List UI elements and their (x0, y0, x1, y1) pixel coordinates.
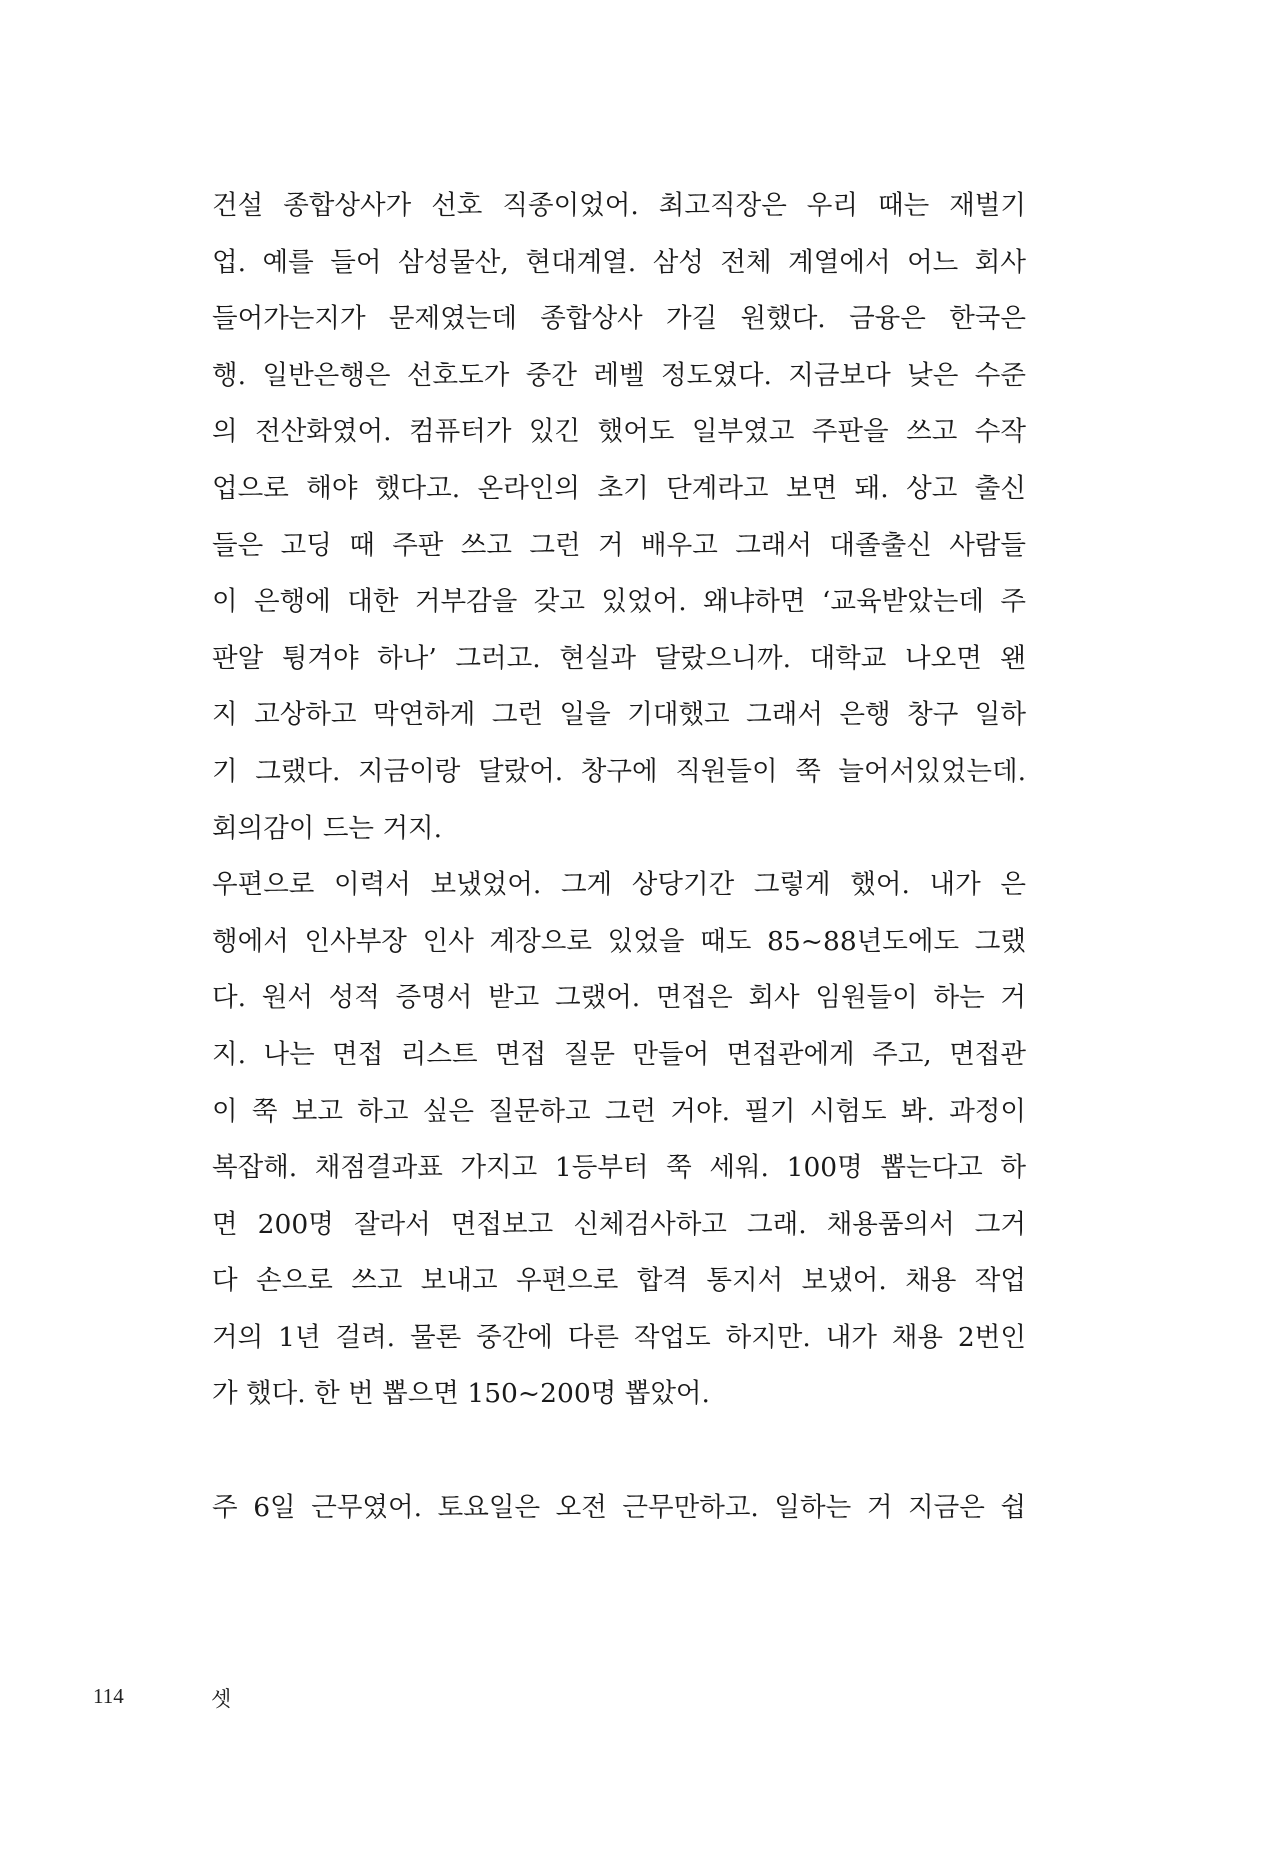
paragraph-2 (212, 861, 1026, 1427)
text-line: 복잡해. 채점결과표 가지고 1등부터 쭉 세워. 100명 뽑는다고 하 (212, 1152, 1026, 1184)
text-line: 업으로 해야 했다고. 온라인의 초기 단계라고 보면 돼. 상고 출신 (212, 472, 1026, 504)
paragraph-3 (212, 1484, 1026, 1541)
text-line: 이 은행에 대한 거부감을 갖고 있었어. 왜냐하면 ‘교육받았는데 주 (212, 586, 1026, 618)
text-line: 회의감이 드는 거지. (212, 812, 443, 844)
text-line: 다 손으로 쓰고 보내고 우편으로 합격 통지서 보냈어. 채용 작업 (212, 1265, 1026, 1297)
text-line: 다. 원서 성적 증명서 받고 그랬어. 면접은 회사 임원들이 하는 거 (212, 982, 1026, 1014)
text-line: 행. 일반은행은 선호도가 중간 레벨 정도였다. 지금보다 낮은 수준 (212, 359, 1026, 391)
text-line: 거의 1년 걸려. 물론 중간에 다른 작업도 하지만. 내가 채용 2번인 (212, 1321, 1026, 1353)
text-line: 들어가는지가 문제였는데 종합상사 가길 원했다. 금융은 한국은 (212, 303, 1026, 335)
body-text (212, 182, 1026, 1540)
text-line: 업. 예를 들어 삼성물산, 현대계열. 삼성 전체 계열에서 어느 회사 (212, 246, 1026, 278)
text-line: 기 그랬다. 지금이랑 달랐어. 창구에 직원들이 쭉 늘어서있었는데. (212, 755, 1026, 787)
text-line: 들은 고딩 때 주판 쓰고 그런 거 배우고 그래서 대졸출신 사람들 (212, 529, 1026, 561)
text-line: 우편으로 이력서 보냈었어. 그게 상당기간 그렇게 했어. 내가 은 (212, 869, 1026, 901)
text-line: 판알 튕겨야 하나’ 그러고. 현실과 달랐으니까. 대학교 나오면 왠 (212, 642, 1026, 674)
text-line: 행에서 인사부장 인사 계장으로 있었을 때도 85~88년도에도 그랬 (212, 925, 1026, 957)
paragraph-1 (212, 182, 1026, 861)
text-line: 주 6일 근무였어. 토요일은 오전 근무만하고. 일하는 거 지금은 쉽 (212, 1491, 1026, 1523)
text-line: 건설 종합상사가 선호 직종이었어. 최고직장은 우리 때는 재벌기 (212, 190, 1026, 221)
text-line: 지 고상하고 막연하게 그런 일을 기대했고 그래서 은행 창구 일하 (212, 699, 1026, 731)
paragraph-gap (212, 1427, 1026, 1484)
text-line: 의 전산화였어. 컴퓨터가 있긴 했어도 일부였고 주판을 쓰고 수작 (212, 416, 1026, 448)
text-line: 면 200명 잘라서 면접보고 신체검사하고 그래. 채용품의서 그거 (212, 1208, 1026, 1240)
section-title: 셋 (211, 1687, 232, 1711)
text-line: 지. 나는 면접 리스트 면접 질문 만들어 면접관에게 주고, 면접관 (212, 1038, 1026, 1070)
text-line: 이 쭉 보고 하고 싶은 질문하고 그런 거야. 필기 시험도 봐. 과정이 (212, 1095, 1026, 1127)
text-line: 가 했다. 한 번 뽑으면 150~200명 뽑았어. (212, 1378, 710, 1410)
page-number: 114 (93, 1684, 124, 1708)
